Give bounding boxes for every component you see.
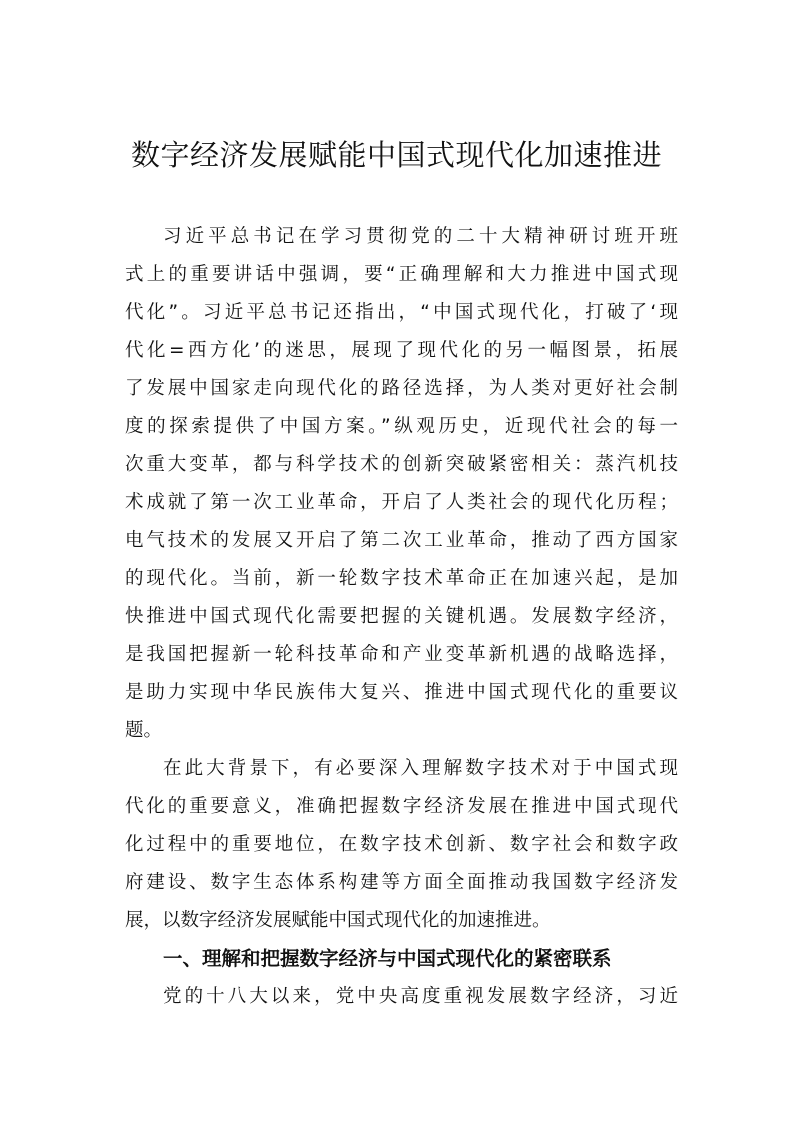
text-line: 党的十八大以来，党中央高度重视发展数字经济，习近 bbox=[163, 986, 678, 1007]
text-line: 题。 bbox=[125, 720, 163, 741]
document-title: 数字经济发展赋能中国式现代化加速推进 bbox=[130, 138, 662, 172]
paragraph-1 bbox=[125, 218, 678, 750]
section-heading: 一、理解和把握数字经济与中国式现代化的紧密联系 bbox=[163, 947, 612, 970]
text-line: 是我国把握新一轮科技革命和产业变革新机遇的战略选择， bbox=[125, 644, 678, 665]
text-line: 术成就了第一次工业革命，开启了人类社会的现代化历程； bbox=[125, 492, 678, 513]
text-line: 府建设、数字生态体系构建等方面全面推动我国数字经济发 bbox=[125, 872, 678, 893]
text-line: 快推进中国式现代化需要把握的关键机遇。发展数字经济， bbox=[125, 606, 678, 627]
text-line: 度的探索提供了中国方案。”纵观历史，近现代社会的每一 bbox=[125, 416, 678, 437]
text-line: 是助力实现中华民族伟大复兴、推进中国式现代化的重要议 bbox=[125, 682, 678, 703]
text-line: 电气技术的发展又开启了第二次工业革命，推动了西方国家 bbox=[125, 530, 678, 551]
text-line: 习近平总书记在学习贯彻党的二十大精神研讨班开班 bbox=[163, 226, 678, 247]
text-line: 式上的重要讲话中强调，要“正确理解和大力推进中国式现 bbox=[125, 264, 678, 285]
text-line: 在此大背景下，有必要深入理解数字技术对于中国式现 bbox=[163, 758, 678, 779]
text-line: 次重大变革，都与科学技术的创新突破紧密相关：蒸汽机技 bbox=[125, 454, 678, 475]
text-line: 的现代化。当前，新一轮数字技术革命正在加速兴起，是加 bbox=[125, 568, 678, 589]
text-line: 了发展中国家走向现代化的路径选择，为人类对更好社会制 bbox=[125, 378, 678, 399]
text-line: 代化”。习近平总书记还指出，“中国式现代化，打破了‘现 bbox=[125, 302, 678, 323]
paragraph-2 bbox=[125, 750, 678, 940]
text-line: 化过程中的重要地位，在数字技术创新、数字社会和数字政 bbox=[125, 834, 678, 855]
text-line: 代化的重要意义，准确把握数字经济发展在推进中国式现代 bbox=[125, 796, 678, 817]
document-body bbox=[125, 218, 678, 1016]
text-line: 展，以数字经济发展赋能中国式现代化的加速推进。 bbox=[125, 910, 551, 931]
text-line: 代化=西方化’的迷思，展现了现代化的另一幅图景，拓展 bbox=[125, 340, 678, 361]
